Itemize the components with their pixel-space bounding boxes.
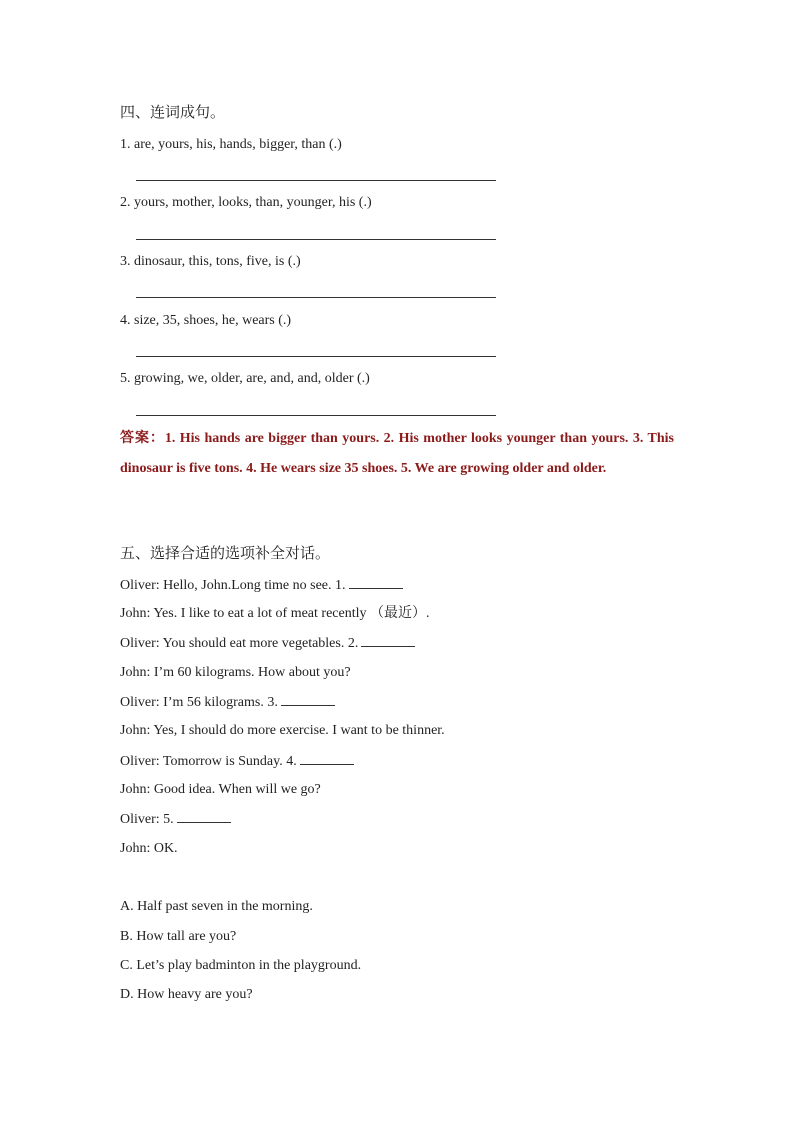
question-3: 3. dinosaur, this, tons, five, is (.) (120, 254, 301, 269)
answer-line-1 (136, 180, 496, 181)
blank-5[interactable] (177, 810, 231, 823)
dialogue-line-10: John: OK. (120, 841, 178, 856)
answer-key (120, 424, 674, 483)
section-4-title: 四、连词成句。 (120, 105, 226, 121)
question-4: 4. size, 35, shoes, he, wears (.) (120, 313, 292, 328)
dialogue-line-7: Oliver: Tomorrow is Sunday. 4. (120, 752, 354, 771)
blank-3[interactable] (281, 693, 335, 706)
dialogue-line-5: Oliver: I’m 56 kilograms. 3. (120, 693, 335, 712)
answer-label: 答案： (120, 431, 165, 446)
dialogue-line-9: Oliver: 5. (120, 810, 231, 829)
dialogue-line-8: John: Good idea. When will we go? (120, 782, 321, 797)
blank-4[interactable] (300, 752, 354, 765)
option-b: B. How tall are you? (120, 929, 237, 944)
answer-line-2 (136, 239, 496, 240)
answer-line-3 (136, 297, 496, 298)
dialogue-line-2: John: Yes. I like to eat a lot of meat recently （最近）. (120, 606, 430, 621)
blank-2[interactable] (361, 634, 415, 647)
dialogue-line-1: Oliver: Hello, John.Long time no see. 1. (120, 576, 403, 595)
question-1: 1. are, yours, his, hands, bigger, than (.) (120, 137, 342, 152)
option-d: D. How heavy are you? (120, 987, 253, 1002)
dialogue-line-6: John: Yes, I should do more exercise. I want to be thinner. (120, 723, 445, 738)
answer-line-4 (136, 356, 496, 357)
option-a: A. Half past seven in the morning. (120, 899, 313, 914)
answer-line-5 (136, 415, 496, 416)
answer-text: 1. His hands are bigger than yours. 2. His mother looks younger than yours. 3. This dinosaur is five tons. 4. He wears size 35 shoes. 5. We are growing older and older. (120, 431, 674, 476)
dialogue-line-3: Oliver: You should eat more vegetables. 2. (120, 634, 415, 653)
question-2: 2. yours, mother, looks, than, younger, his (.) (120, 195, 372, 210)
question-5: 5. growing, we, older, are, and, and, older (.) (120, 371, 370, 386)
dialogue-line-4: John: I’m 60 kilograms. How about you? (120, 665, 351, 680)
blank-1[interactable] (349, 576, 403, 589)
section-5-title: 五、选择合适的选项补全对话。 (120, 546, 331, 562)
option-c: C. Let’s play badminton in the playground. (120, 958, 362, 973)
